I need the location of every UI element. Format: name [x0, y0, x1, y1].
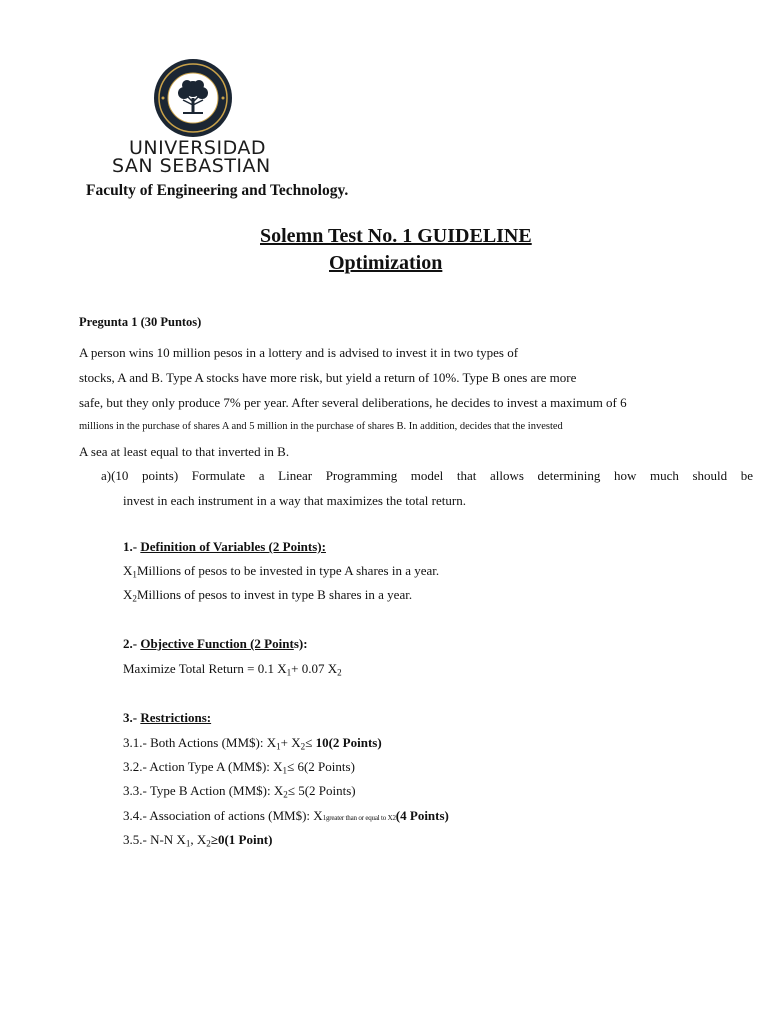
r3-sub: 2 — [283, 789, 288, 800]
section3-heading — [123, 710, 211, 726]
r5-mid: , X — [190, 832, 207, 847]
question-text-line: A sea at least equal to that inverted in B. — [79, 444, 290, 459]
r1-mid: + X — [280, 735, 301, 750]
r1-points: 10(2 Points) — [315, 735, 382, 750]
university-seal-logo — [153, 58, 233, 138]
section2-title-end: s): — [293, 636, 308, 651]
university-name-line1: UNIVERSIDAD — [129, 137, 267, 159]
var2-subscript: 2 — [132, 593, 137, 604]
section3-number: 3.- — [123, 710, 141, 725]
question-text-line: A person wins 10 million pesos in a lottery and is advised to invest it in two types of — [79, 345, 519, 360]
university-name-line2: SAN SEBASTIAN — [112, 155, 271, 177]
variable-definition-x2 — [123, 587, 412, 603]
r2-prefix: 3.2.- Action Type A (MM$): X — [123, 759, 283, 774]
r5-points: ≥0(1 Point) — [210, 832, 273, 847]
section2-title: Objective Function (2 Point — [140, 636, 294, 651]
r1-prefix: 3.1.- Both Actions (MM$): X — [123, 735, 277, 750]
r5-sub1: 1 — [185, 838, 191, 849]
section1-title: Definition of Variables (2 Points): — [140, 539, 326, 554]
r2-sub: 1 — [282, 765, 288, 776]
part-a-line1: a)(10 points) Formulate a Linear Programming model that allows determining how much should be — [101, 468, 753, 483]
document-title: Solemn Test No. 1 GUIDELINE — [260, 225, 532, 247]
var1-subscript: 1 — [132, 569, 137, 580]
restriction-3-5 — [123, 832, 272, 848]
r2-rest: ≤ 6(2 Points) — [287, 759, 355, 774]
restriction-3-4 — [123, 808, 449, 824]
r3-prefix: 3.3.- Type B Action (MM$): X — [123, 783, 284, 798]
objective-sub1: 1 — [286, 667, 292, 678]
section2-number: 2.- — [123, 636, 141, 651]
section2-heading — [123, 636, 308, 652]
r1-relation: ≤ — [305, 735, 316, 750]
var1-symbol: X — [123, 563, 133, 578]
objective-prefix: Maximize Total Return = 0.1 X — [123, 661, 287, 676]
question-text-line: stocks, A and B. Type A stocks have more risk, but yield a return of 10%. Type B ones are more — [79, 370, 577, 385]
objective-function — [123, 661, 342, 677]
r1-sub1: 1 — [276, 741, 281, 752]
document-subtitle: Optimization — [329, 252, 443, 274]
section3-title: Restrictions: — [140, 710, 212, 725]
r4-prefix: 3.4.- Association of actions (MM$): X — [123, 808, 323, 823]
restriction-3-1 — [123, 735, 382, 751]
r3-rest: ≤ 5(2 Points) — [287, 783, 356, 798]
part-a-line2: invest in each instrument in a way that maximizes the total return. — [123, 493, 466, 508]
question-heading: Pregunta 1 (30 Puntos) — [79, 315, 202, 329]
restriction-3-2 — [123, 759, 355, 775]
r4-subscript-text: 1greater than or equal to X2 — [322, 814, 396, 822]
question-text-line: safe, but they only produce 7% per year. After several deliberations, he decides to invest a maximum of 6 — [79, 395, 627, 410]
r1-sub2: 2 — [300, 741, 306, 752]
objective-mid: + 0.07 X — [291, 661, 338, 676]
section1-heading — [123, 539, 326, 555]
r4-points: (4 Points) — [395, 808, 449, 823]
var2-symbol: X — [123, 587, 133, 602]
section1-number: 1.- — [123, 539, 141, 554]
question-text-line: millions in the purchase of shares A and 5 million in the purchase of shares B. In addition, decides that the invested — [79, 421, 563, 432]
faculty-name: Faculty of Engineering and Technology. — [86, 182, 349, 199]
var1-description: Millions of pesos to be invested in type A shares in a year. — [136, 563, 440, 578]
variable-definition-x1 — [123, 563, 439, 579]
var2-description: Millions of pesos to invest in type B shares in a year. — [136, 587, 413, 602]
r5-sub2: 2 — [206, 838, 211, 849]
r5-prefix: 3.5.- N-N X — [123, 832, 186, 847]
objective-sub2: 2 — [337, 667, 342, 678]
restriction-3-3 — [123, 783, 356, 799]
